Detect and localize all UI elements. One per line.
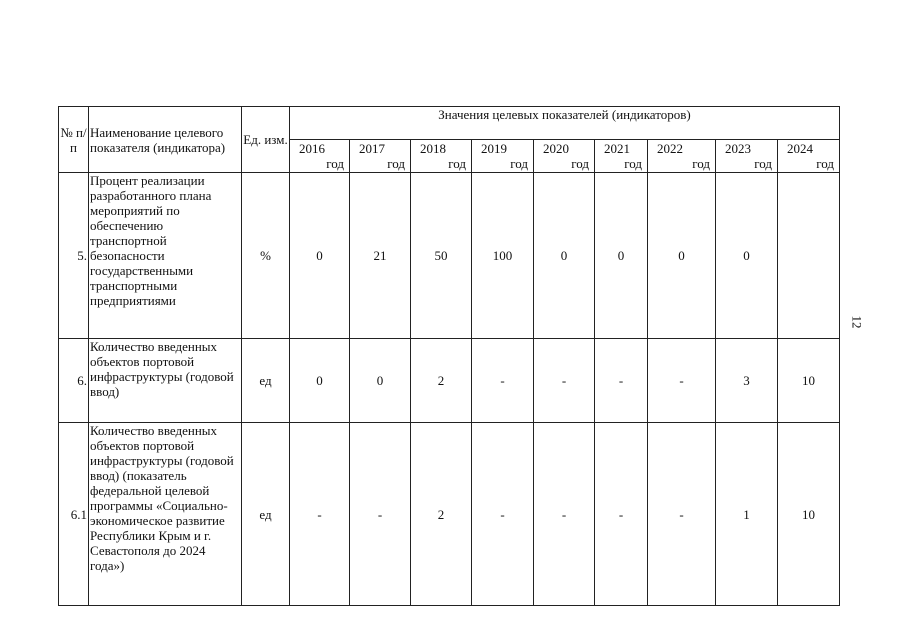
header-year-unit: год <box>816 156 834 171</box>
indicator-value: 2 <box>411 423 472 606</box>
indicator-value: 21 <box>350 173 411 339</box>
header-year-label: 2018 <box>420 141 446 156</box>
indicator-value: 0 <box>290 173 350 339</box>
indicator-value: - <box>648 339 716 423</box>
header-year-2023 <box>716 140 778 173</box>
row-number: 5. <box>59 173 89 339</box>
indicator-unit: ед <box>242 423 290 606</box>
header-unit: Ед. изм. <box>242 107 290 173</box>
header-year-unit: год <box>624 156 642 171</box>
indicator-value: - <box>472 423 534 606</box>
header-year-label: 2019 <box>481 141 507 156</box>
header-year-unit: год <box>571 156 589 171</box>
indicator-value: 10 <box>778 339 840 423</box>
header-year-unit: год <box>692 156 710 171</box>
indicator-value: 2 <box>411 339 472 423</box>
indicator-value: - <box>595 423 648 606</box>
header-year-2022 <box>648 140 716 173</box>
header-year-label: 2024 <box>787 141 813 156</box>
row-number: 6.1 <box>59 423 89 606</box>
header-year-2020 <box>534 140 595 173</box>
header-values-group: Значения целевых показателей (индикаторов) <box>290 107 840 140</box>
header-year-2017 <box>350 140 411 173</box>
indicator-value: - <box>350 423 411 606</box>
row-number: 6. <box>59 339 89 423</box>
indicator-value <box>778 173 840 339</box>
table-row <box>59 423 840 606</box>
header-year-label: 2020 <box>543 141 569 156</box>
table-row <box>59 173 840 339</box>
page-number: 12 <box>849 315 865 329</box>
indicator-value: 3 <box>716 339 778 423</box>
header-year-2016 <box>290 140 350 173</box>
header-year-label: 2023 <box>725 141 751 156</box>
indicator-value: 0 <box>534 173 595 339</box>
indicator-unit: ед <box>242 339 290 423</box>
indicator-value: 1 <box>716 423 778 606</box>
indicator-value: 0 <box>350 339 411 423</box>
indicator-unit: % <box>242 173 290 339</box>
indicator-value: 0 <box>595 173 648 339</box>
indicator-value: - <box>595 339 648 423</box>
indicator-value: 0 <box>290 339 350 423</box>
header-year-unit: год <box>754 156 772 171</box>
header-year-label: 2017 <box>359 141 385 156</box>
header-year-2021 <box>595 140 648 173</box>
header-year-2018 <box>411 140 472 173</box>
header-year-2024 <box>778 140 840 173</box>
indicators-table <box>58 106 840 606</box>
indicator-value: 50 <box>411 173 472 339</box>
indicator-value: - <box>534 423 595 606</box>
table-row <box>59 339 840 423</box>
header-year-unit: год <box>448 156 466 171</box>
indicator-value: - <box>290 423 350 606</box>
header-year-unit: год <box>387 156 405 171</box>
header-year-2019 <box>472 140 534 173</box>
indicator-name: Количество введенных объектов портовой инфраструктуры (годовой ввод) <box>89 339 242 423</box>
header-year-label: 2022 <box>657 141 683 156</box>
indicator-value: 10 <box>778 423 840 606</box>
indicator-value: - <box>648 423 716 606</box>
indicator-value: - <box>472 339 534 423</box>
header-year-unit: год <box>510 156 528 171</box>
indicator-name: Процент реализации разработанного плана мероприятий по обеспечению транспортной безопасности государственными транспортными предприятиями <box>89 173 242 339</box>
indicator-value: 0 <box>648 173 716 339</box>
indicator-name: Количество введенных объектов портовой инфраструктуры (годовой ввод) (показатель федеральной целевой программы «Социально-экономическое развитие Республики Крым и г. Севастополя до 2024 года») <box>89 423 242 606</box>
header-year-unit: год <box>326 156 344 171</box>
indicator-value: - <box>534 339 595 423</box>
indicator-value: 0 <box>716 173 778 339</box>
indicator-value: 100 <box>472 173 534 339</box>
header-year-label: 2016 <box>299 141 325 156</box>
header-name: Наименование целевого показателя (индикатора) <box>89 107 242 173</box>
header-num: № п/п <box>59 107 89 173</box>
header-year-label: 2021 <box>604 141 630 156</box>
